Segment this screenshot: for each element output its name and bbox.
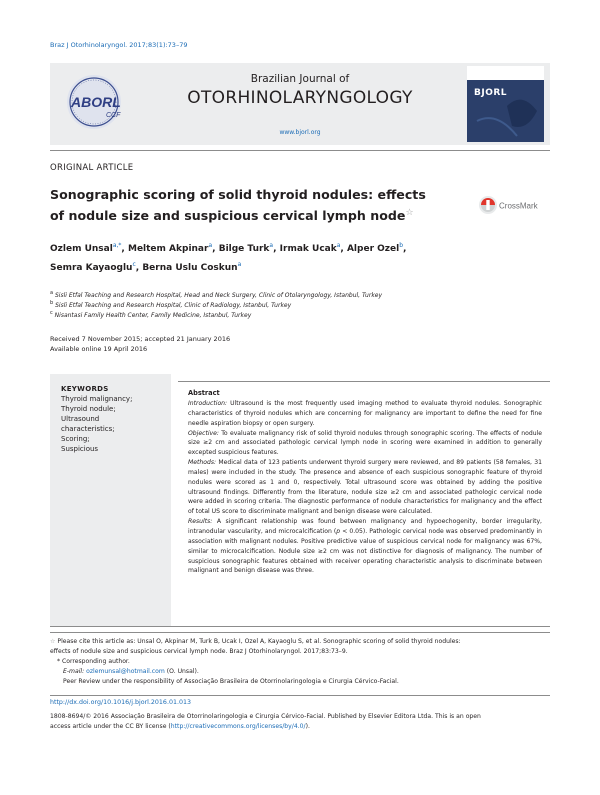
keyword-item: Thyroid malignancy; — [61, 395, 133, 403]
section-label: Introduction: — [188, 400, 228, 407]
section-label: Objective: — [188, 429, 219, 437]
email-label: E-mail: — [63, 668, 85, 675]
section-text: A significant relationship was found between malignancy and hypoechogenity, border irregularity, intranodular vascularity, and microcalcification ( — [188, 518, 542, 535]
affiliation-sup: a — [50, 290, 54, 296]
article-type: ORIGINAL ARTICLE — [50, 163, 134, 173]
affiliation-text: Sisli Etfal Teaching and Research Hospital, Head and Neck Surgery, Clinic of Otolaryngology, Istanbul, Turkey — [55, 292, 383, 299]
affiliation — [50, 310, 550, 319]
citation-footnote-cont: effects of nodule size and suspicious cervical lymph node. Braz J Otorhinolaryngol. 2017;83:73–9. — [50, 648, 348, 655]
license-text: access article under the CC BY license ( — [50, 722, 171, 730]
peer-review-note: Peer Review under the responsibility of Associação Brasileira de Otorrinolaringologia e Cirurgia Cérvico-Facial. — [63, 678, 399, 685]
author: Berna Uslu Coskun — [142, 263, 238, 273]
received-date: Received 7 November 2015; accepted 21 January 2016 — [50, 335, 231, 343]
p-symbol: p — [336, 527, 341, 535]
keyword-item: Suspicious — [61, 445, 99, 453]
email-link[interactable]: ozlemunsal@hotmail.com — [86, 668, 165, 675]
author-affil-sup[interactable]: b — [399, 242, 404, 249]
abstract-top-rule — [178, 381, 550, 382]
author-affil-sup[interactable]: a — [208, 242, 213, 249]
footnote-rule — [50, 632, 550, 633]
keyword-item: Scoring; — [61, 435, 90, 443]
citation-footnote — [50, 637, 550, 647]
author: Bilge Turk — [218, 244, 270, 254]
author: Irmak Ucak — [279, 244, 337, 254]
abstract-objective — [188, 429, 542, 459]
author-separator: , — [340, 244, 347, 254]
keyword-item: characteristics; — [61, 425, 115, 433]
crossmark-label: CrossMark — [499, 201, 538, 211]
aborl-logo — [58, 73, 130, 131]
license-text-end: ). — [305, 722, 310, 730]
affiliation — [50, 290, 550, 299]
copyright-notice — [50, 712, 550, 731]
journal-name-line1: Brazilian Journal of — [250, 73, 350, 85]
section-text: Ultrasound is the most frequently used imaging method to evaluate thyroid nodules. Sonographic characteristics of thyroid nodules which are concerning for malignancy are important to define the need for fine needle aspiration biopsy or open surgery. — [188, 400, 543, 427]
abstract-body — [188, 399, 542, 576]
header-divider — [50, 150, 550, 151]
title-line-1: Sonographic scoring of solid thyroid nodules: effects — [50, 187, 426, 202]
email-line — [63, 667, 550, 677]
title-line-2: of nodule size and suspicious cervical lymph node — [50, 208, 406, 224]
author-affil-sup[interactable]: a — [269, 242, 274, 249]
title-footnote-mark[interactable]: ☆ — [405, 208, 414, 218]
author: Semra Kayaoglu — [50, 263, 133, 273]
journal-url-link[interactable]: www.bjorl.org — [279, 129, 321, 136]
abstract-title: Abstract — [188, 389, 220, 397]
journal-name-line2: OTORHINOLARYNGOLOGY — [187, 88, 413, 108]
section-text: Medical data of 123 patients underwent thyroid surgery were reviewed, and 89 patients (58 females, 31 males) were included in the study. The presence and absence of each suspicious sonographic feature of thyroid nodules were scored as 1 and 0, respectively. Total ultrasound score was obtained by adding the positive ultrasound findings. Differently from the literature, nodule size ≥2 cm and associated pathologic cervical node were added in scoring criteria. The diagnostic performance of nodule characteristics for malignancy and the effect of total US score to discriminate malignant and benign disease were calculated. — [188, 459, 543, 516]
corr-mark: * — [57, 658, 61, 665]
keywords-title: KEYWORDS — [61, 385, 109, 393]
author-separator: , — [403, 244, 407, 254]
author-separator: , — [135, 263, 143, 273]
crossmark-badge[interactable] — [478, 194, 548, 216]
author-list — [50, 238, 530, 276]
abstract-results — [188, 517, 542, 576]
corr-text: Corresponding author. — [61, 658, 130, 665]
author: Alper Ozel — [346, 244, 400, 254]
cover-art — [467, 66, 544, 142]
author-separator: , — [273, 244, 280, 254]
author-affil-sup[interactable]: a,* — [112, 242, 122, 249]
abstract-introduction — [188, 399, 542, 429]
journal-citation[interactable]: Braz J Otorhinolaryngol. 2017;83(1):73–79 — [50, 41, 188, 49]
affiliation — [50, 300, 550, 309]
section-label: Methods: — [188, 459, 217, 467]
affiliation-text: Nisantasi Family Health Center, Family Medicine, Istanbul, Turkey — [54, 312, 252, 319]
license-link[interactable]: http://creativecommons.org/licenses/by/4.0/ — [170, 722, 306, 730]
footer-rule — [50, 695, 550, 696]
email-name: (O. Unsal). — [164, 668, 199, 675]
author-affil-sup[interactable]: c — [132, 261, 136, 268]
affiliation-sup: c — [50, 310, 53, 316]
svg-text:CCF: CCF — [106, 112, 121, 119]
author-affil-sup[interactable]: a — [336, 242, 341, 249]
author-separator: , — [121, 244, 128, 254]
section-text: To evaluate malignancy risk of solid thyroid nodules through sonographic scoring. The effects of nodule size ≥2 cm and associated pathologic cervical lymph node in scoring were examined in addition to generally excepted suspicious features. — [188, 429, 543, 457]
author: Ozlem Unsal — [50, 244, 113, 254]
affiliation-sup: b — [50, 300, 54, 306]
copyright-text: 1808-8694/© 2016 Associação Brasileira de Otorrinolaringologia e Cirurgia Cérvico-Facial. Published by Elsevier Editora Ltda. This is an open — [50, 713, 481, 720]
corresponding-author — [57, 657, 544, 667]
author-separator: , — [212, 244, 219, 254]
doi-link[interactable]: http://dx.doi.org/10.1016/j.bjorl.2016.01.013 — [50, 699, 191, 706]
keyword-item: Ultrasound — [61, 415, 100, 423]
journal-cover-image — [467, 66, 544, 142]
svg-text:ABORL: ABORL — [71, 94, 121, 110]
affiliation-text: Sisli Etfal Teaching and Research Hospital, Clinic of Radiology, Istanbul, Turkey — [55, 302, 292, 309]
footnote-text: Please cite this article as: Unsal O, Akpinar M, Turk B, Ucak I, Ozel A, Kayaoglu S, et al. Sonographic scoring of solid thyroid nodules: — [57, 638, 461, 645]
article-title — [50, 185, 440, 225]
section-text: < 0.05). Pathologic cervical node was observed predominantly in association with malignant nodules. Positive predictive value of suspicious cervical node for malignancy was 67%, similar to microcalcification. Nodule size ≥2 cm was not distinctive for diagnosis of malignancy. The number of suspicious sonographic features obtained with receiver operating characteristic analysis to discriminate between malignant and benign disease was three. — [188, 527, 543, 575]
abstract-methods — [188, 458, 542, 517]
section-label: Results: — [188, 518, 213, 526]
keyword-item: Thyroid nodule; — [61, 405, 116, 413]
cover-title: BJORL — [474, 88, 508, 98]
author: Meltem Akpinar — [127, 244, 209, 254]
author-affil-sup[interactable]: a — [237, 261, 242, 268]
online-date: Available online 19 April 2016 — [50, 345, 148, 353]
abstract-bottom-rule — [50, 626, 550, 627]
footnote-star: ☆ — [50, 638, 56, 645]
